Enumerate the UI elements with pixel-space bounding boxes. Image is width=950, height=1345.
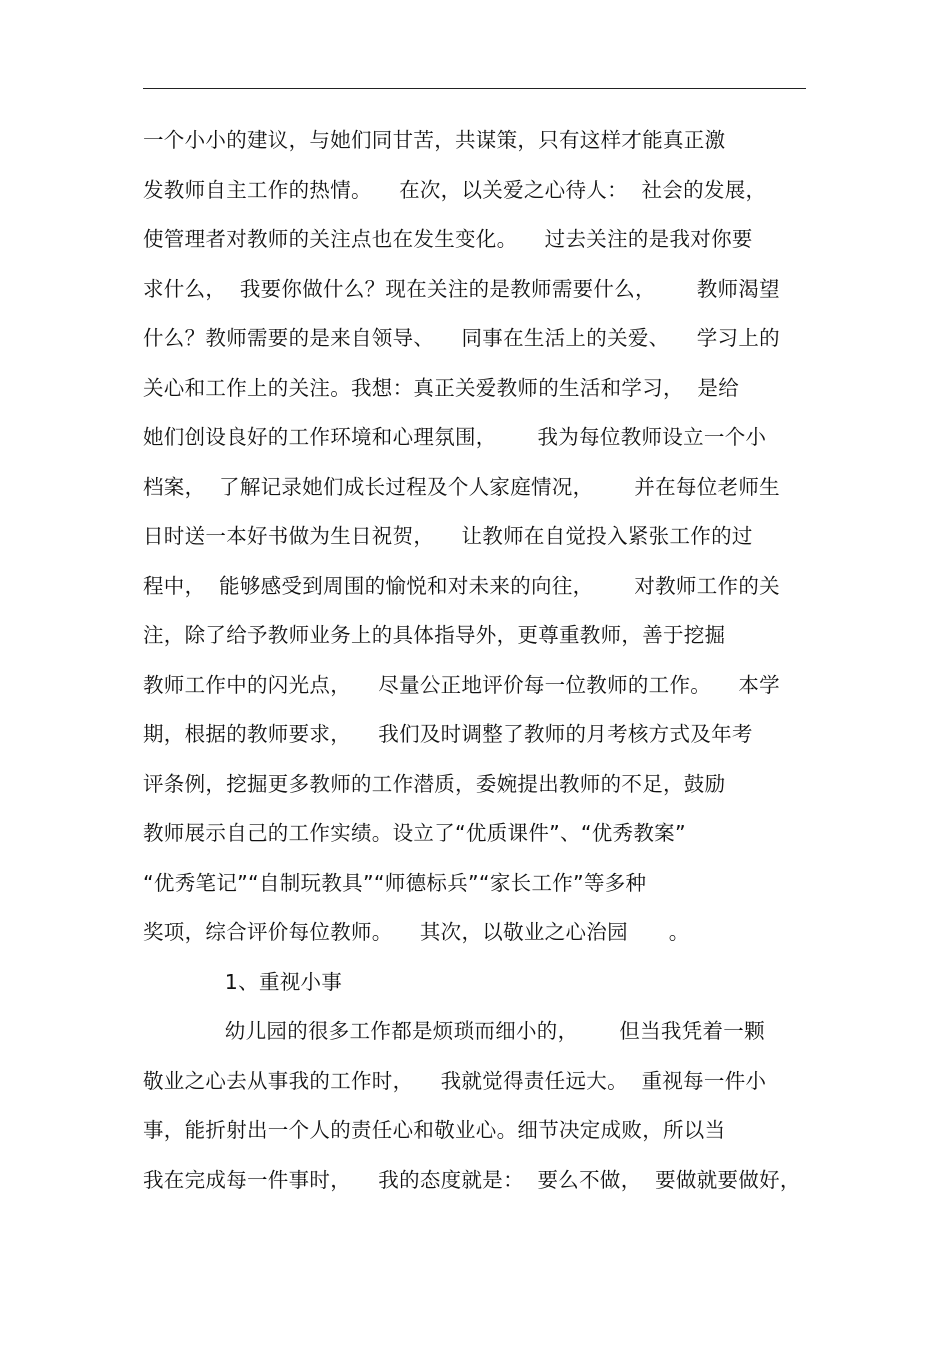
text-line: 关心和工作上的关注。我想：真正关爱教师的生活和学习， 是给 [143, 375, 740, 400]
text-line: 教师工作中的闪光点， 尽量公正地评价每一位教师的工作。 本学 [143, 672, 780, 697]
text-line: 她们创设良好的工作环境和心理氛围， 我为每位教师设立一个小 [143, 425, 767, 449]
text-line: 事，能折射出一个人的责任心和敬业心。细节决定成败，所以当 [143, 1118, 726, 1142]
text-line: 评条例，挖掘更多教师的工作潜质，委婉提出教师的不足，鼓励 [143, 771, 726, 796]
text-line: “优秀笔记”“自制玩教具”“师德标兵”“家长工作”等多种 [143, 870, 647, 895]
text-line: 期，根据的教师要求， 我们及时调整了教师的月考核方式及年考 [143, 722, 753, 746]
text-line: 日时送一本好书做为生日祝贺， 让教师在自觉投入紧张工作的过 [143, 524, 753, 548]
text-line: 敬业之心去从事我的工作时， 我就觉得责任远大。 重视每一件小 [143, 1068, 767, 1093]
text-line: 幼儿园的很多工作都是烦琐而细小的， 但当我凭着一颗 [143, 1019, 765, 1043]
text-line: 什么？教师需要的是来自领导、 同事在生活上的关爱、 学习上的 [143, 326, 780, 350]
section-heading: 1、重视小事 [143, 969, 343, 994]
text-line: 使管理者对教师的关注点也在发生变化。 过去关注的是我对你要 [143, 227, 753, 251]
header-rule [143, 88, 806, 89]
text-line: 档案， 了解记录她们成长过程及个人家庭情况， 并在每位老师生 [143, 474, 780, 499]
text-line: 注，除了给予教师业务上的具体指导外，更尊重教师，善于挖掘 [143, 623, 726, 647]
text-line: 发教师自主工作的热情。 在次，以关爱之心待人： 社会的发展， [143, 177, 767, 202]
text-line: 程中， 能够感受到周围的愉悦和对未来的向往， 对教师工作的关 [143, 573, 780, 598]
text-line: 我在完成每一件事时， 我的态度就是： 要么不做， 要做就要做好， [143, 1167, 801, 1192]
text-line: 奖项，综合评价每位教师。 其次，以敬业之心治园 。 [143, 920, 690, 944]
text-line: 一个小小的建议，与她们同甘苦，共谋策，只有这样才能真正激 [143, 128, 726, 152]
text-line: 教师展示自己的工作实绩。设立了“优质课件”、“优秀教案” [143, 821, 686, 845]
body-text [143, 122, 823, 1211]
text-line: 求什么， 我要你做什么？现在关注的是教师需要什么， 教师渴望 [143, 276, 780, 301]
